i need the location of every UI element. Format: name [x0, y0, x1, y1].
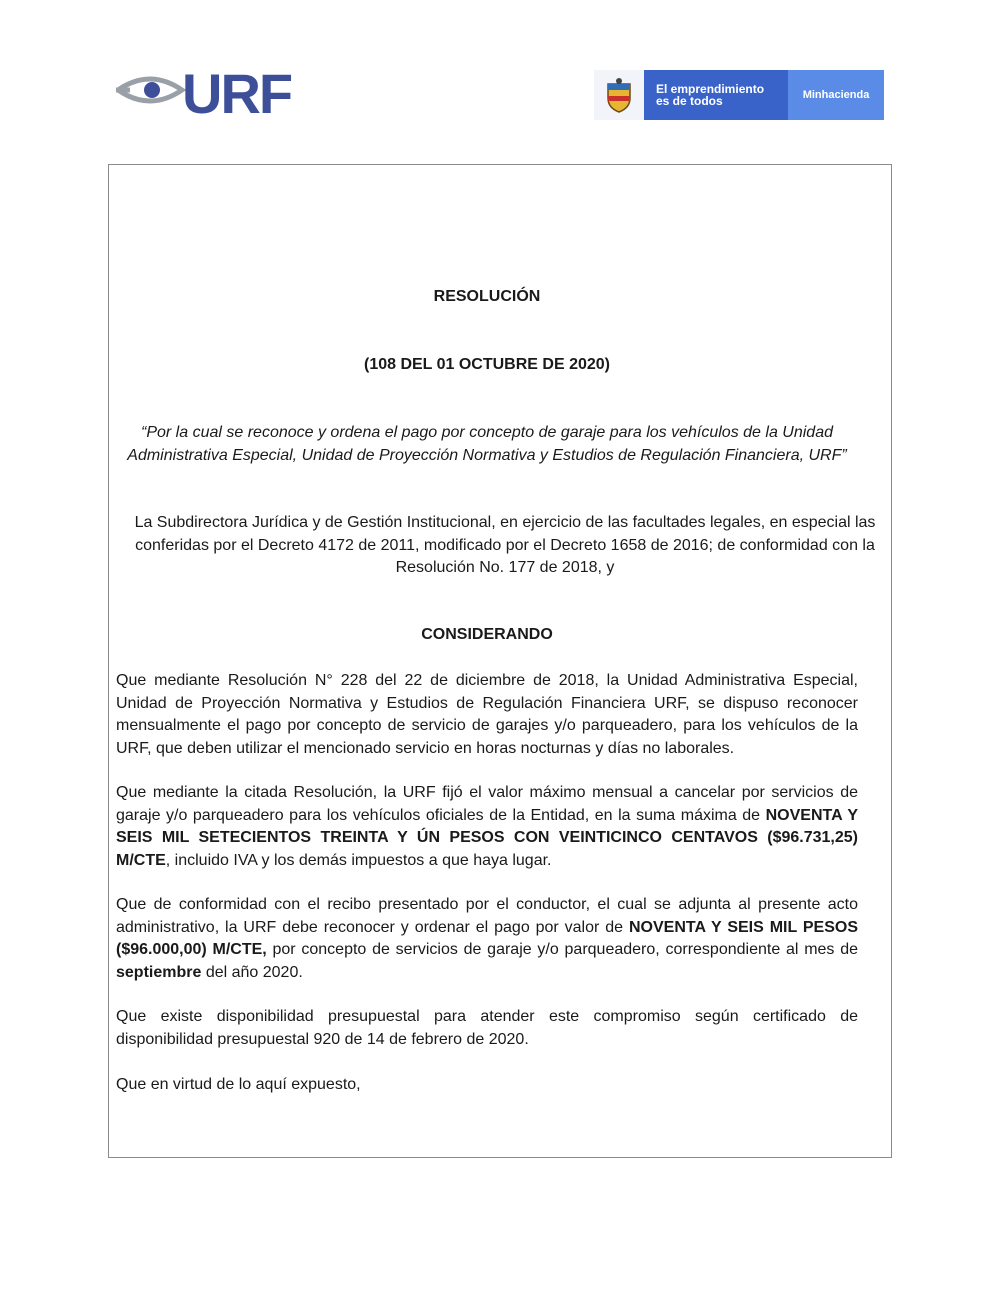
resolution-subtitle: “Por la cual se reconoce y ordena el pago por concepto de garaje para los vehículos de la Unidad Administrativa Especial, Unidad de Proyección Normativa y Estudios de Regulación Financiera, URF” [127, 424, 847, 464]
paragraph-1: Que mediante Resolución N° 228 del 22 de diciembre de 2018, la Unidad Administrativa Especial, Unidad de Proyección Normativa y Estudios de Regulación Financiera URF, se dispuso reconocer mensualmente el pago por concepto de servicio de garajes y/o parqueadero, para los vehículos de la URF, que deben utilizar el mencionado servicio en horas nocturnas y días no laborales. [116, 672, 858, 757]
preamble: La Subdirectora Jurídica y de Gestión Institucional, en ejercicio de las facultades legales, en especial las conferidas por el Decreto 4172 de 2011, modificado por el Decreto 1658 de 2016; de conformidad con la Resolución No. 177 de 2018, y [134, 514, 876, 576]
paragraph-3-text-a: Que de conformidad con el recibo presentado por el conductor, el cual se adjunta al presente acto administrativo, la URF debe reconocer y ordenar el pago por valor de [116, 896, 858, 936]
paragraph-3-month: septiembre [116, 963, 202, 981]
urf-logo-text: URF [182, 62, 292, 125]
eye-icon [116, 68, 186, 118]
paragraph-2-text-a: Que mediante la citada Resolución, la URF fijó el valor máximo mensual a cancelar por servicios de garaje y/o parqueadero para los vehículos oficiales de la Entidad, en la suma máxima de [116, 784, 858, 824]
paragraph-2-amount: NOVENTA Y SEIS MIL SETECIENTOS TREINTA Y ÚN PESOS CON VEINTICINCO CENTAVOS ($96.731,25) M/CTE [116, 806, 858, 869]
paragraph-3 [116, 894, 858, 984]
paragraph-3-text-e: del año 2020. [201, 963, 303, 981]
government-banner [594, 70, 884, 120]
government-slogan [644, 70, 788, 120]
page-header [0, 0, 1000, 140]
paragraph-2-text-c: , incluido IVA y los demás impuestos a que haya lugar. [165, 851, 552, 869]
slogan-line-2: es de todos [656, 94, 723, 108]
section-heading: CONSIDERANDO [421, 626, 553, 643]
paragraph-5: Que en virtud de lo aquí expuesto, [116, 1076, 361, 1093]
paragraph-4: Que existe disponibilidad presupuestal para atender este compromiso según certificado de disponibilidad presupuestal 920 de 14 de febrero de 2020. [116, 1008, 858, 1048]
slogan-line-1: El emprendimiento [656, 82, 765, 96]
paragraph-3-amount: NOVENTA Y SEIS MIL PESOS ($96.000,00) M/CTE, [116, 918, 859, 958]
document-title: RESOLUCIÓN [433, 288, 541, 305]
coat-of-arms-icon [594, 70, 644, 120]
resolution-number: (108 DEL 01 OCTUBRE DE 2020) [363, 356, 610, 373]
ministry-label: Minhacienda [788, 70, 884, 120]
paragraph-3-text-c: por concepto de servicios de garaje y/o parqueadero, correspondiente al mes de [266, 941, 858, 958]
paragraph-2 [116, 782, 858, 872]
urf-logo [116, 62, 292, 125]
